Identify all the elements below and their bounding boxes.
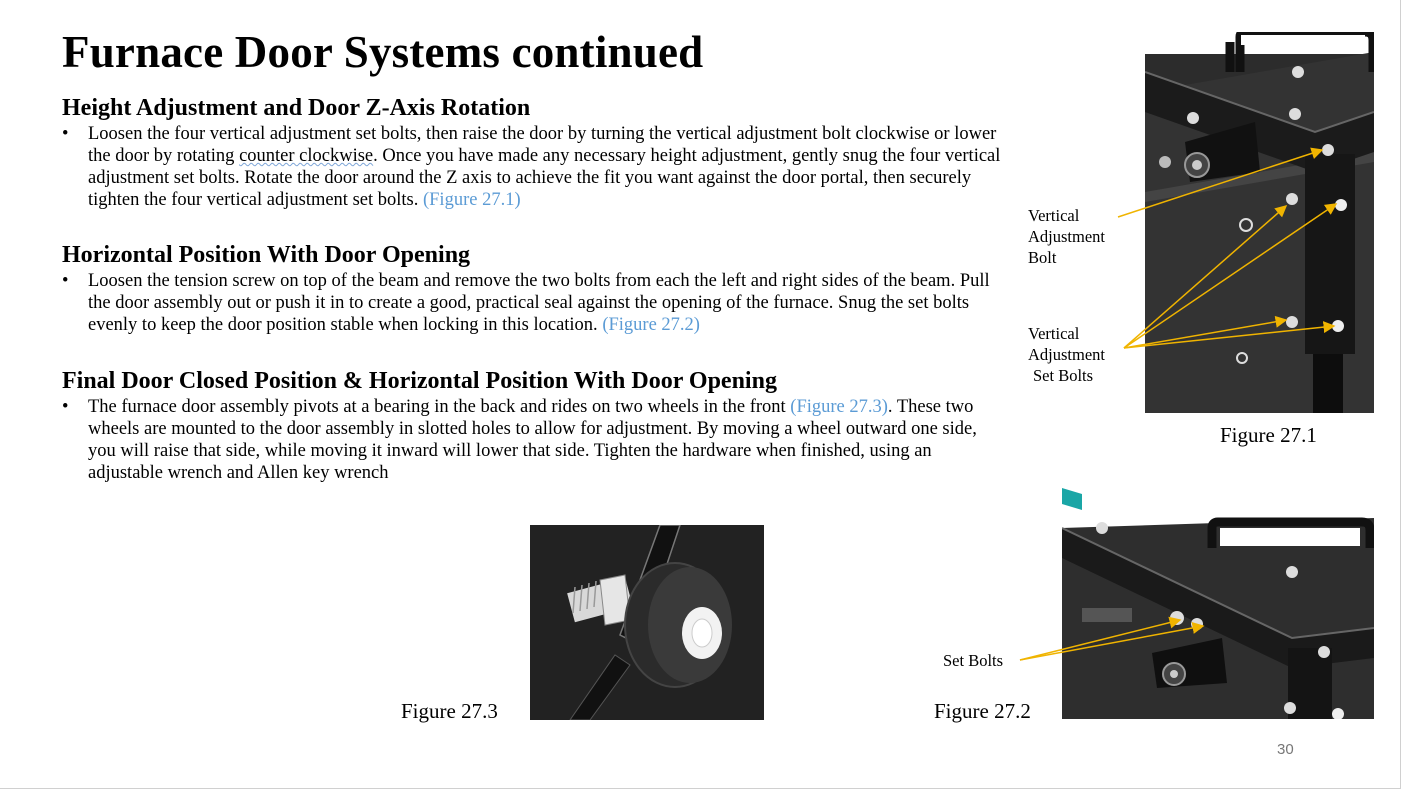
figure-reference-link[interactable]: (Figure 27.3) xyxy=(790,397,888,417)
bullet-text: . These two wheels are mounted to the door assembly in slotted holes to allow for adjustment. By moving a wheel outward one side, you will raise that side, while moving it inward will lower that side. Tighten the hardware when finished, using an adjustable wrench and Allen key wrench xyxy=(88,397,977,483)
bullet-text: . Once you have made any necessary height adjustment, gently snug the four vertical adjustment set bolts. Rotate the door around the Z axis to achieve the fit you want against the door portal, then securely tighten the four vertical adjustment set bolts. xyxy=(88,146,1001,210)
bullet-text: The furnace door assembly pivots at a bearing in the back and rides on two wheels in the front xyxy=(88,397,791,417)
figure-reference-link[interactable]: (Figure 27.2) xyxy=(602,315,700,335)
bullet-text: Loosen the tension screw on top of the beam and remove the two bolts from each the left and right sides of the beam. Pull the door assembly out or push it in to create a good, practical seal against the opening of the furnace. Snug the set bolts evenly to keep the door position stable when locking in this location. xyxy=(88,271,990,335)
bullet-paragraph xyxy=(62,270,1002,336)
section-heading: Horizontal Position With Door Opening xyxy=(62,242,471,268)
figure-27-2-callout-arrows xyxy=(1015,610,1215,670)
figure-reference-link[interactable]: (Figure 27.1) xyxy=(422,190,521,210)
figure-27-2-caption: Figure 27.2 xyxy=(934,699,1031,723)
section-horizontal-position xyxy=(62,241,1002,336)
bullet-text: Loosen the four vertical adjustment set bolts, then raise the door by turning the vertical adjustment bolt clockwise or lower the door by rotating xyxy=(88,124,997,166)
figure-27-1-callout-arrows xyxy=(1110,140,1350,360)
bullet-paragraph xyxy=(62,396,1002,484)
section-heading: Final Door Closed Position & Horizontal Position With Door Opening xyxy=(62,368,777,394)
figure-27-3-caption: Figure 27.3 xyxy=(401,699,498,723)
spellcheck-underlined-text: counter clockwise xyxy=(239,146,374,166)
section-height-adjustment xyxy=(62,94,1002,211)
section-final-door-closed xyxy=(62,367,1002,484)
bullet-paragraph xyxy=(62,123,1002,211)
figure-27-3-image xyxy=(530,525,764,720)
page-title: Furnace Door Systems continued xyxy=(62,27,704,77)
bullet-marker: • xyxy=(62,397,69,417)
bullet-marker: • xyxy=(62,124,69,144)
bullet-marker: • xyxy=(62,271,69,291)
label-vertical-adjustment-set-bolts: Vertical Adjustment Set Bolts xyxy=(1028,324,1105,385)
figure-27-2-image xyxy=(1062,488,1374,719)
page-number: 30 xyxy=(1277,741,1294,758)
section-heading: Height Adjustment and Door Z-Axis Rotation xyxy=(62,95,531,121)
figure-27-1-caption: Figure 27.1 xyxy=(1220,423,1317,447)
label-set-bolts: Set Bolts xyxy=(943,651,1004,670)
label-vertical-adjustment-bolt: Vertical Adjustment Bolt xyxy=(1028,206,1105,267)
